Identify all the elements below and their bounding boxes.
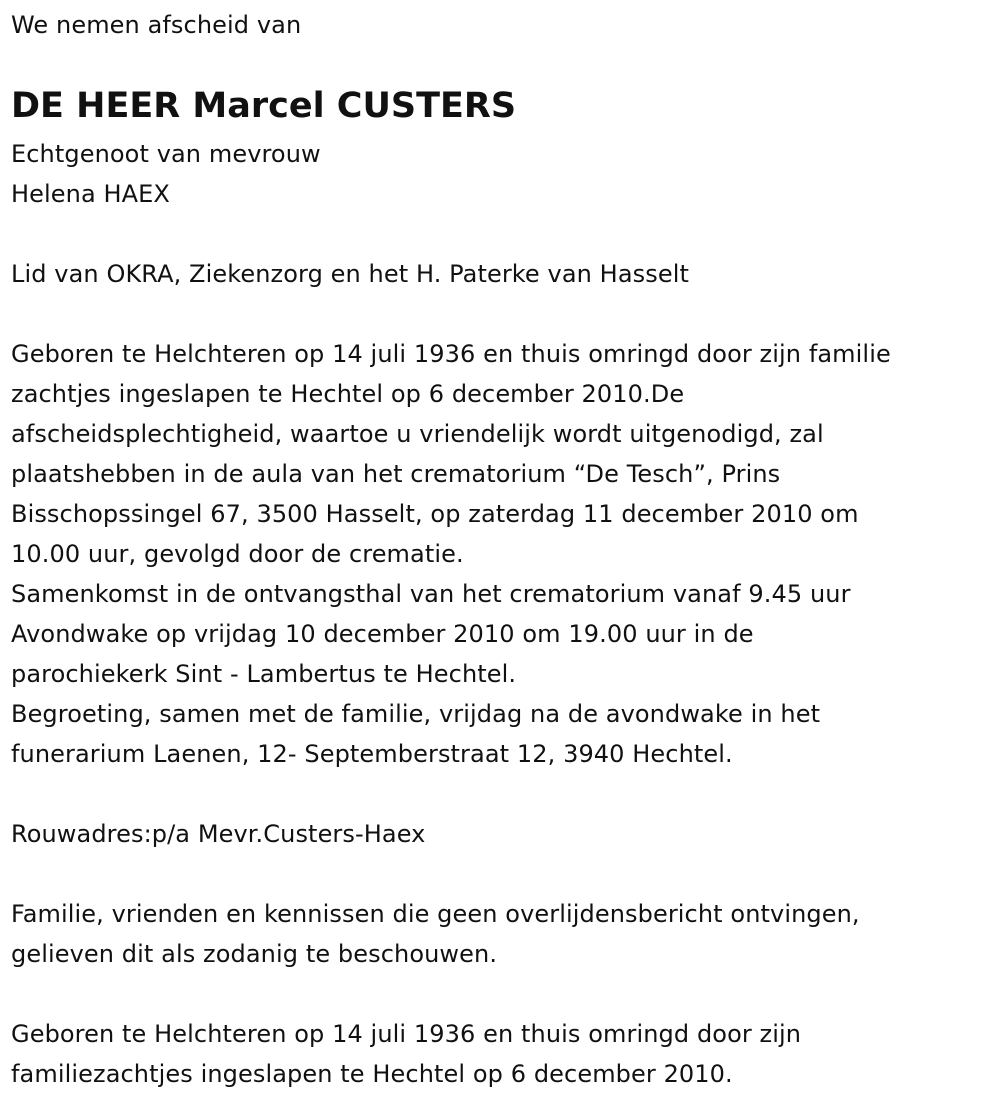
details-line: afscheidsplechtigheid, waartoe u vriendelijk wordt uitgenodigd, zal — [11, 420, 824, 448]
details-line: Begroeting, samen met de familie, vrijdag na de avondwake in het — [11, 700, 821, 728]
details-line: parochiekerk Sint - Lambertus te Hechtel. — [11, 660, 517, 688]
intro-text: We nemen afscheid van — [11, 11, 302, 39]
born-repeat-line: familiezachtjes ingeslapen te Hechtel op 6 december 2010. — [11, 1060, 733, 1088]
born-repeat-block — [11, 1014, 801, 1094]
details-line: zachtjes ingeslapen te Hechtel op 6 december 2010.De — [11, 380, 685, 408]
details-line: Avondwake op vrijdag 10 december 2010 om 19.00 uur in de — [11, 620, 754, 648]
spouse-name: Helena HAEX — [11, 180, 170, 208]
family-notice-line: gelieven dit als zodanig te beschouwen. — [11, 940, 498, 968]
details-line: 10.00 uur, gevolgd door de crematie. — [11, 540, 464, 568]
details-line: plaatshebben in de aula van het crematorium “De Tesch”, Prins — [11, 460, 781, 488]
details-line: Bisschopssingel 67, 3500 Hasselt, op zaterdag 11 december 2010 om — [11, 500, 859, 528]
family-notice-block — [11, 894, 860, 974]
details-line: funerarium Laenen, 12- Septemberstraat 12, 3940 Hechtel. — [11, 740, 733, 768]
born-repeat-line: Geboren te Helchteren op 14 juli 1936 en thuis omringd door zijn — [11, 1020, 802, 1048]
mourning-address-block — [11, 814, 425, 854]
family-notice-line: Familie, vrienden en kennissen die geen overlijdensbericht ontvingen, — [11, 900, 860, 928]
spouse-line: Echtgenoot van mevrouw — [11, 140, 321, 168]
mourning-address: Rouwadres:p/a Mevr.Custers-Haex — [11, 820, 426, 848]
membership-block — [11, 254, 689, 294]
details-line: Samenkomst in de ontvangsthal van het crematorium vanaf 9.45 uur — [11, 580, 851, 608]
spouse-block — [11, 134, 321, 214]
deceased-name: DE HEER Marcel CUSTERS — [11, 86, 517, 126]
details-line: Geboren te Helchteren op 14 juli 1936 en thuis omringd door zijn familie — [11, 340, 891, 368]
membership-text: Lid van OKRA, Ziekenzorg en het H. Paterke van Hasselt — [11, 260, 689, 288]
details-block — [11, 334, 891, 774]
